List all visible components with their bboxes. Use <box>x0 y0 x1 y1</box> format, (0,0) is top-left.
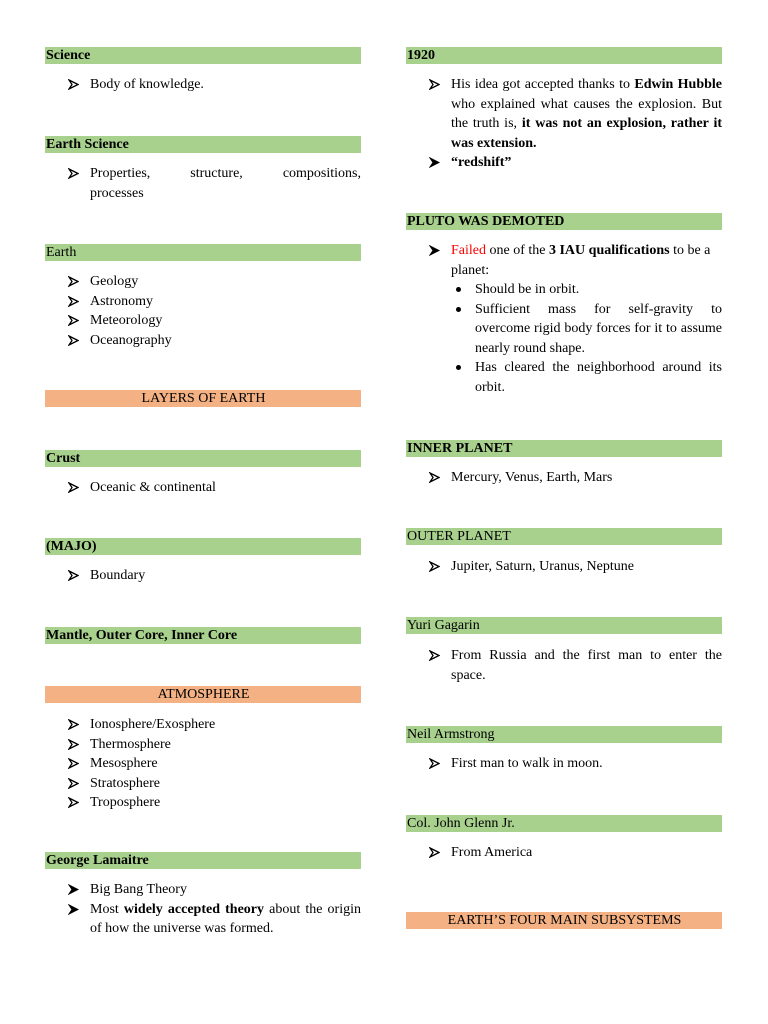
round-dot-icon <box>456 307 461 312</box>
list-item: Meteorology <box>68 311 361 331</box>
list-item: Big Bang Theory <box>68 880 361 900</box>
lamaitre-list <box>68 880 361 939</box>
arrowhead-bullet-icon <box>68 272 82 287</box>
list-item: From Russia and the first man to enter the space. <box>429 646 722 685</box>
majo-list <box>68 566 361 586</box>
arrowhead-bullet-icon <box>68 331 82 346</box>
gagarin-list <box>429 646 722 685</box>
heading-outer-planet: OUTER PLANET <box>406 528 722 545</box>
heading-earths-four-main-subsystems: EARTH’S FOUR MAIN SUBSYSTEMS <box>406 912 722 929</box>
pluto-qualifications-list <box>451 280 722 397</box>
arrowhead-bullet-icon <box>68 754 82 769</box>
heading-george-lamaitre: George Lamaitre <box>45 852 361 869</box>
inner-planet-list <box>429 468 722 488</box>
list-item: Oceanography <box>68 331 361 351</box>
arrowhead-bullet-icon <box>429 646 443 661</box>
arrowhead-bullet-icon <box>68 311 82 326</box>
heading-layers-of-earth: LAYERS OF EARTH <box>45 390 361 407</box>
arrowhead-bullet-icon <box>429 241 443 256</box>
list-item: Thermosphere <box>68 735 361 755</box>
arrowhead-bullet-icon <box>68 164 82 179</box>
list-item: “redshift” <box>429 153 722 173</box>
arrowhead-bullet-icon <box>429 754 443 769</box>
list-item: Geology <box>68 272 361 292</box>
arrowhead-bullet-icon <box>429 843 443 858</box>
heading-1920: 1920 <box>406 47 722 64</box>
heading-earth-science: Earth Science <box>45 136 361 153</box>
arrowhead-bullet-icon <box>68 735 82 750</box>
list-item: Oceanic & continental <box>68 478 361 498</box>
arrowhead-bullet-icon <box>429 468 443 483</box>
arrowhead-bullet-icon <box>68 880 82 895</box>
arrowhead-bullet-icon <box>68 75 82 90</box>
outer-planet-list <box>429 557 722 577</box>
glenn-list <box>429 843 722 863</box>
heading-earth: Earth <box>45 244 361 261</box>
list-item: Astronomy <box>68 292 361 312</box>
list-item: Sufficient mass for self-gravity to overcome rigid body forces for it to assume nearly round shape. <box>451 300 722 359</box>
list-item: Failed one of the 3 IAU qualifications to be a planet: Should be in orbit. Sufficient mass for self-gravity to overcome rigid body forces for it to assume nearly round shape. Has cleared the neighborhood around its orbit. <box>429 241 722 397</box>
heading-col-john-glenn-jr: Col. John Glenn Jr. <box>406 815 722 832</box>
arrowhead-bullet-icon <box>68 900 82 915</box>
heading-pluto-was-demoted: PLUTO WAS DEMOTED <box>406 213 722 230</box>
arrowhead-bullet-icon <box>68 292 82 307</box>
heading-crust: Crust <box>45 450 361 467</box>
list-item: Jupiter, Saturn, Uranus, Neptune <box>429 557 722 577</box>
list-item: Ionosphere/Exosphere <box>68 715 361 735</box>
heading-mantle-outer-inner-core: Mantle, Outer Core, Inner Core <box>45 627 361 644</box>
earth-list <box>68 272 361 350</box>
arrowhead-bullet-icon <box>429 75 443 90</box>
round-dot-icon <box>456 287 461 292</box>
list-item: Body of knowledge. <box>68 75 361 95</box>
crust-list <box>68 478 361 498</box>
list-item: From America <box>429 843 722 863</box>
arrowhead-bullet-icon <box>68 566 82 581</box>
round-dot-icon <box>456 365 461 370</box>
arrowhead-bullet-icon <box>68 478 82 493</box>
list-item: Most widely accepted theory about the origin of how the universe was formed. <box>68 900 361 939</box>
arrowhead-bullet-icon <box>429 557 443 572</box>
list-item: Properties, structure, compositions, processes <box>68 164 361 203</box>
armstrong-list <box>429 754 722 774</box>
list-item: Troposphere <box>68 793 361 813</box>
arrowhead-bullet-icon <box>68 715 82 730</box>
earth-science-list <box>68 164 361 203</box>
list-item: Stratosphere <box>68 774 361 794</box>
arrowhead-bullet-icon <box>68 774 82 789</box>
list-item: Mesosphere <box>68 754 361 774</box>
atmosphere-list <box>68 715 361 813</box>
heading-neil-armstrong: Neil Armstrong <box>406 726 722 743</box>
pluto-list <box>429 241 722 397</box>
arrowhead-bullet-icon <box>68 793 82 808</box>
heading-majo: (MAJO) <box>45 538 361 555</box>
heading-inner-planet: INNER PLANET <box>406 440 722 457</box>
list-item: Mercury, Venus, Earth, Mars <box>429 468 722 488</box>
arrowhead-bullet-icon <box>429 153 443 168</box>
list-item: First man to walk in moon. <box>429 754 722 774</box>
list-item: Boundary <box>68 566 361 586</box>
heading-yuri-gagarin: Yuri Gagarin <box>406 617 722 634</box>
list-item: His idea got accepted thanks to Edwin Hubble who explained what causes the explosion. But the truth is, it was not an explosion, rather it was extension. <box>429 75 722 153</box>
list-item: Should be in orbit. <box>451 280 722 300</box>
heading-atmosphere: ATMOSPHERE <box>45 686 361 703</box>
list-item: Has cleared the neighborhood around its orbit. <box>451 358 722 397</box>
year-1920-list <box>429 75 722 173</box>
science-list <box>68 75 361 95</box>
heading-science: Science <box>45 47 361 64</box>
